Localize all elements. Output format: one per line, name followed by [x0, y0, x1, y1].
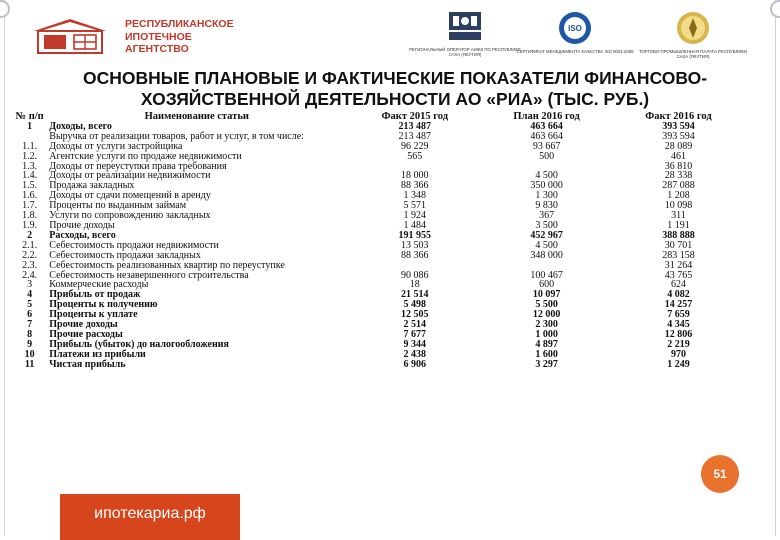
row-number: 2.2. [22, 249, 38, 261]
row-name: Чистая прибыль [49, 358, 126, 370]
row-fact-2015: 5 498 [403, 299, 427, 311]
row-number: 11 [24, 358, 35, 370]
row-plan-2016: 367 [539, 210, 555, 222]
svg-text:ISO: ISO [568, 24, 582, 33]
row-fact-2015 [346, 261, 483, 271]
partner-caption: ТОРГОВО-ПРОМЫШЛЕННАЯ ПАЛАТА РЕСПУБЛИКИ САХА (ЯКУТИЯ) [638, 49, 748, 59]
col-header-fact-2016: Факт 2016 год [645, 111, 712, 122]
row-plan-2016: 10 097 [532, 289, 561, 301]
table-row [12, 360, 747, 370]
row-plan-2016: 4 500 [535, 239, 558, 251]
row-fact-2016: 14 257 [664, 299, 693, 311]
row-fact-2016: 7 659 [667, 309, 690, 321]
row-fact-2016: 36 810 [664, 160, 693, 172]
iso-logo-icon [557, 10, 593, 46]
row-fact-2015: 1 924 [403, 210, 427, 222]
row-fact-2015: 96 229 [401, 140, 429, 152]
row-plan-2016: 3 297 [535, 358, 558, 370]
row-fact-2016: 393 594 [662, 130, 695, 142]
footer-website-link[interactable]: ипотекариа.рф [94, 505, 206, 522]
row-fact-2015: 7 677 [403, 328, 427, 340]
row-number: 7 [27, 319, 33, 331]
row-number: 9 [27, 338, 33, 350]
row-number: 2.3. [22, 259, 38, 271]
row-number: 6 [27, 309, 33, 321]
row-plan-2016: 1 300 [535, 190, 558, 202]
page-title: ОСНОВНЫЕ ПЛАНОВЫЕ И ФАКТИЧЕСКИЕ ПОКАЗАТЕЛИ ФИНАНСОВО-ХОЗЯЙСТВЕННОЙ ДЕЯТЕЛЬНОСТИ АО «РИА» (ТЫС. РУБ.) [82, 68, 708, 109]
col-header-plan-2016: План 2016 год [513, 111, 580, 122]
row-name: Себестоимость незавершенного строительства [49, 269, 249, 281]
ria-house-logo [30, 17, 110, 55]
row-fact-2015: 88 366 [401, 249, 429, 261]
row-plan-2016: 93 667 [532, 140, 561, 152]
row-fact-2015: 88 366 [401, 180, 429, 192]
row-fact-2016: 2 219 [667, 338, 690, 350]
row-fact-2016: 388 888 [662, 229, 695, 241]
row-fact-2016: 31 264 [664, 259, 693, 271]
row-fact-2015: 6 906 [403, 358, 427, 370]
row-fact-2015: 213 487 [398, 130, 432, 142]
row-number: 1.3. [22, 160, 38, 172]
row-fact-2015: 565 [407, 150, 423, 162]
row-name: Проценты по выданным займам [49, 200, 187, 212]
row-fact-2016: 28 338 [664, 170, 693, 182]
row-fact-2015: 213 487 [398, 120, 432, 132]
row-fact-2016: 283 158 [662, 249, 695, 261]
row-fact-2016: 311 [671, 210, 686, 222]
col-header-name: Наименование статьи [144, 111, 249, 122]
row-number: 1.7. [22, 200, 38, 212]
row-plan-2016: 3 500 [535, 219, 558, 231]
row-fact-2016: 28 089 [664, 140, 693, 152]
row-plan-2016: 12 000 [532, 309, 561, 321]
table-row [12, 211, 747, 221]
row-plan-2016: 600 [539, 279, 555, 291]
row-name: Доходы от реализации недвижимости [49, 170, 211, 182]
row-number: 5 [27, 299, 33, 311]
row-name: Прочие доходы [49, 219, 115, 231]
row-plan-2016: 452 967 [530, 229, 563, 241]
row-fact-2015: 2 438 [403, 348, 427, 360]
row-plan-2016: 348 000 [530, 249, 563, 261]
row-name: Прочие доходы [49, 319, 118, 331]
row-name: Прибыль от продаж [49, 289, 141, 301]
row-fact-2016: 1 191 [667, 219, 690, 231]
row-number: 1.6. [22, 190, 38, 202]
table-row [12, 221, 747, 231]
row-fact-2015: 1 484 [403, 219, 427, 231]
row-name: Выручка от реализации товаров, работ и услуг, в том числе: [49, 130, 304, 142]
row-name: Услуги по сопровождению закладных [49, 210, 211, 222]
partner-caption: РЕГИОНАЛЬНЫЙ ОПЕРАТОР АИЖК ПО РЕСПУБЛИКЕ САХА (ЯКУТИЯ) [409, 47, 521, 57]
row-fact-2016: 461 [670, 150, 686, 162]
col-header-fact-2015: Факт 2015 год [381, 111, 449, 122]
row-number: 1.9. [22, 219, 38, 231]
row-plan-2016: 9 830 [535, 200, 558, 212]
row-plan-2016: 100 467 [530, 269, 563, 281]
row-fact-2016: 10 098 [664, 200, 693, 212]
row-plan-2016: 4 897 [535, 338, 558, 350]
row-plan-2016: 2 300 [535, 319, 558, 331]
row-fact-2016: 393 594 [662, 120, 695, 132]
row-number: 2.1. [22, 239, 38, 251]
row-fact-2016: 287 088 [662, 180, 695, 192]
row-fact-2016: 624 [670, 279, 686, 291]
row-name: Себестоимость продажи недвижимости [49, 239, 219, 251]
partner-iso [515, 10, 635, 54]
row-fact-2015: 9 344 [403, 338, 427, 350]
row-name: Прочие расходы [49, 328, 123, 340]
row-name: Себестоимость реализованных квартир по переуступке [49, 259, 285, 271]
table-row [12, 310, 747, 320]
row-number: 3 [27, 279, 33, 291]
partner-tpp [633, 10, 753, 59]
row-fact-2015: 90 086 [401, 269, 429, 281]
row-plan-2016: 1 000 [535, 328, 558, 340]
row-name: Расходы, всего [49, 229, 116, 241]
row-number: 10 [24, 348, 35, 360]
row-fact-2016: 1 249 [667, 358, 690, 370]
row-fact-2016: 12 806 [664, 328, 693, 340]
row-name: Себестоимость продажи закладных [49, 249, 201, 261]
row-fact-2015: 13 503 [401, 239, 429, 251]
row-name: Агентские услуги по продаже недвижимости [49, 150, 242, 162]
row-fact-2015: 12 505 [401, 309, 429, 321]
financial-table [12, 112, 747, 370]
row-number: 8 [27, 328, 33, 340]
row-name: Коммерческие расходы [49, 279, 149, 291]
row-fact-2016: 1 208 [667, 190, 690, 202]
row-fact-2015: 21 514 [401, 289, 429, 301]
col-header-number: № п/п [15, 111, 44, 122]
row-name: Доходы от услуги застройщика [49, 140, 183, 152]
partner-domrf [405, 10, 525, 57]
row-fact-2016: 30 701 [664, 239, 693, 251]
row-fact-2015: 2 514 [403, 319, 427, 331]
row-number: 2.4. [22, 269, 38, 281]
table-header-row [12, 112, 747, 122]
row-plan-2016: 1 600 [535, 348, 558, 360]
row-plan-2016 [483, 261, 610, 271]
row-name: Проценты к уплате [49, 309, 138, 321]
row-number: 1.1. [22, 140, 38, 152]
row-name: Продажа закладных [49, 180, 135, 192]
row-number: 4 [27, 289, 33, 301]
row-name: Платежи из прибыли [49, 348, 146, 360]
row-plan-2016: 5 500 [535, 299, 558, 311]
row-name: Доходы от переуступки права требования [49, 160, 227, 172]
partner-caption: СЕРТИФИКАТ МЕНЕДЖМЕНТА КАЧЕСТВА ISO 9001:2008 [516, 49, 634, 54]
row-fact-2016: 4 082 [667, 289, 690, 301]
row-fact-2015: 191 955 [398, 229, 432, 241]
row-plan-2016: 350 000 [530, 180, 563, 192]
row-fact-2015: 18 [409, 279, 420, 291]
row-name: Прибыль (убыток) до налогообложения [49, 338, 229, 350]
row-fact-2015: 1 348 [403, 190, 427, 202]
row-number: 1.8. [22, 210, 38, 222]
row-number: 1.5. [22, 180, 38, 192]
row-name: Доходы, всего [49, 120, 112, 132]
row-plan-2016: 4 500 [535, 170, 558, 182]
row-fact-2016: 970 [670, 348, 686, 360]
row-fact-2015: 18 000 [401, 170, 429, 182]
row-plan-2016: 500 [539, 150, 555, 162]
domrf-logo-icon [445, 10, 485, 44]
company-logo-text: РЕСПУБЛИКАНСКОЕ ИПОТЕЧНОЕ АГЕНТСТВО [125, 18, 234, 55]
row-plan-2016: 463 664 [530, 130, 563, 142]
row-number: 1.2. [22, 150, 38, 162]
row-fact-2015: 5 571 [403, 200, 427, 212]
row-name: Проценты к получению [49, 299, 158, 311]
row-fact-2016: 4 345 [667, 319, 690, 331]
row-plan-2016: 463 664 [530, 120, 563, 132]
row-fact-2016: 43 765 [664, 269, 693, 281]
page-number-badge: 51 [701, 455, 739, 493]
row-number: 1 [27, 120, 33, 132]
row-number: 2 [27, 229, 33, 241]
table-row [12, 261, 747, 271]
tpp-logo-icon [675, 10, 711, 46]
row-number: 1.4. [22, 170, 38, 182]
row-name: Доходы от сдачи помещений в аренду [49, 190, 211, 202]
